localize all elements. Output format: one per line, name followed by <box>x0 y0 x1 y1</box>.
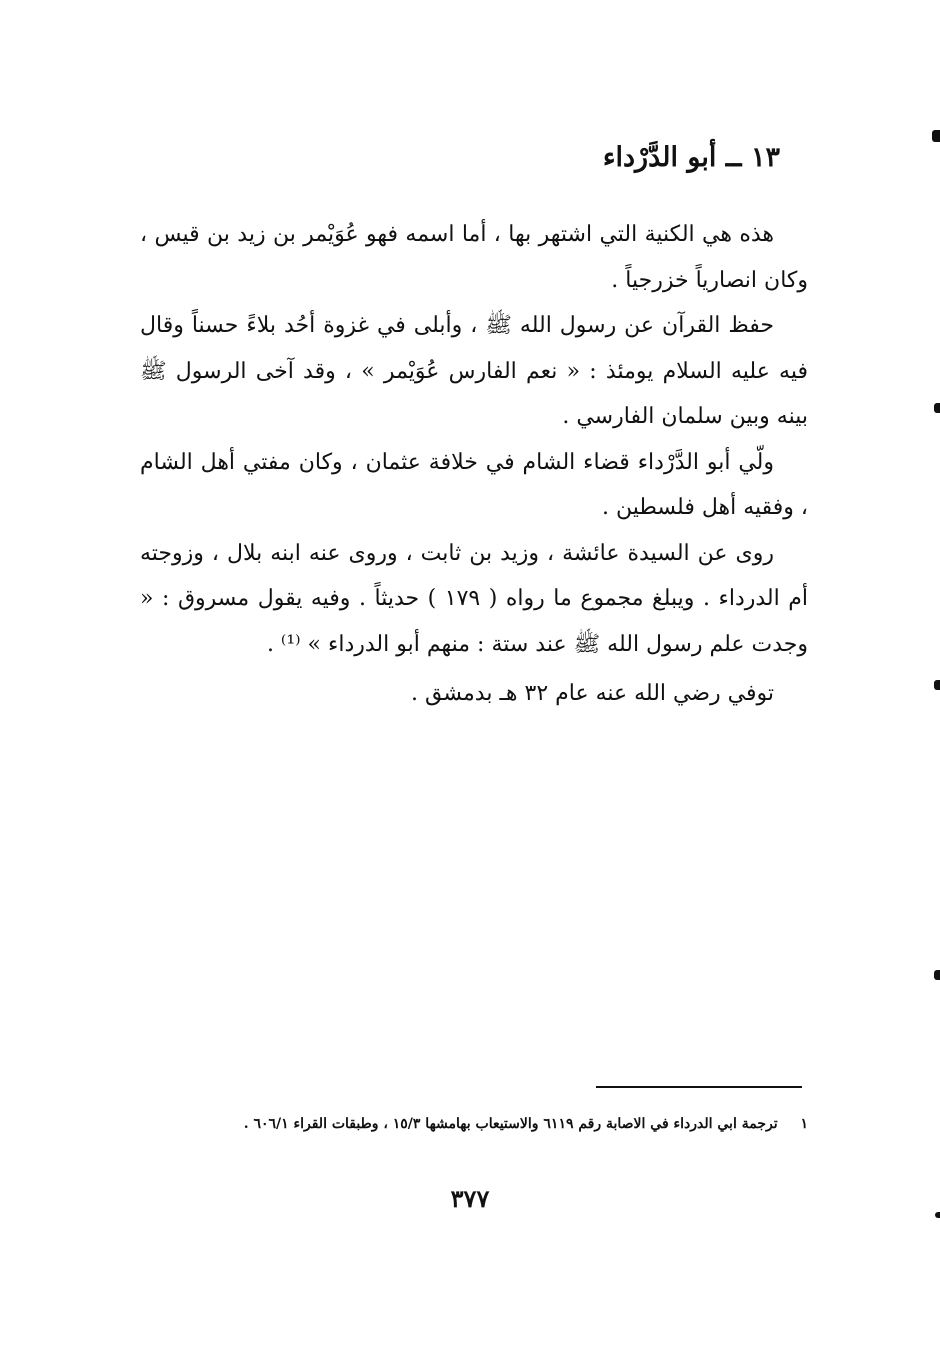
binding-mark <box>934 970 940 980</box>
paragraph-biography: حفظ القرآن عن رسول الله ﷺ ، وأبلى في غزوة أحُد بلاءً حسناً وقال فيه عليه السلام يومئذ : « نعم الفارس عُوَيْمر » ، وقد آخى الرسول ﷺ بينه وبين سلمان الفارسي . <box>140 313 808 429</box>
binding-mark <box>932 130 940 142</box>
paragraph-name: هذه هي الكنية التي اشتهر بها ، أما اسمه فهو عُوَيْمر بن زيد بن قيس ، وكان انصارياً خزرجياً . <box>140 222 808 293</box>
paragraph-narration: روى عن السيدة عائشة ، وزيد بن ثابت ، وروى عنه ابنه بلال ، وزوجته أم الدرداء . ويبلغ مجموع ما رواه ( ١٧٩ ) حديثاً . وفيه يقول مسروق : « وجدت علم رسول الله ﷺ عند ستة : منهم أبو الدرداء » ⁽¹⁾ . <box>140 540 808 657</box>
footnote <box>140 1108 808 1140</box>
binding-mark <box>935 1212 940 1218</box>
body-text <box>140 212 808 717</box>
binding-mark <box>934 680 940 690</box>
binding-mark <box>934 403 940 413</box>
page-number: ٣٧٧ <box>450 1184 490 1213</box>
footnote-number: ١ <box>800 1116 808 1132</box>
footnote-divider <box>596 1086 802 1088</box>
section-heading: ١٣ ــ أبو الدَّرْداء <box>602 142 780 173</box>
footnote-text: ترجمة ابي الدرداء في الاصابة رقم ٦١١٩ والاستيعاب بهامشها ١٥/٣ ، وطبقات القراء ٦٠٦/١ . <box>243 1116 778 1132</box>
paragraph-death: توفي رضي الله عنه عام ٣٢ هـ بدمشق . <box>411 681 774 706</box>
paragraph-judgeship: ولّي أبو الدَّرْداء قضاء الشام في خلافة عثمان ، وكان مفتي أهل الشام ، وفقيه أهل فلسطين . <box>140 449 808 520</box>
